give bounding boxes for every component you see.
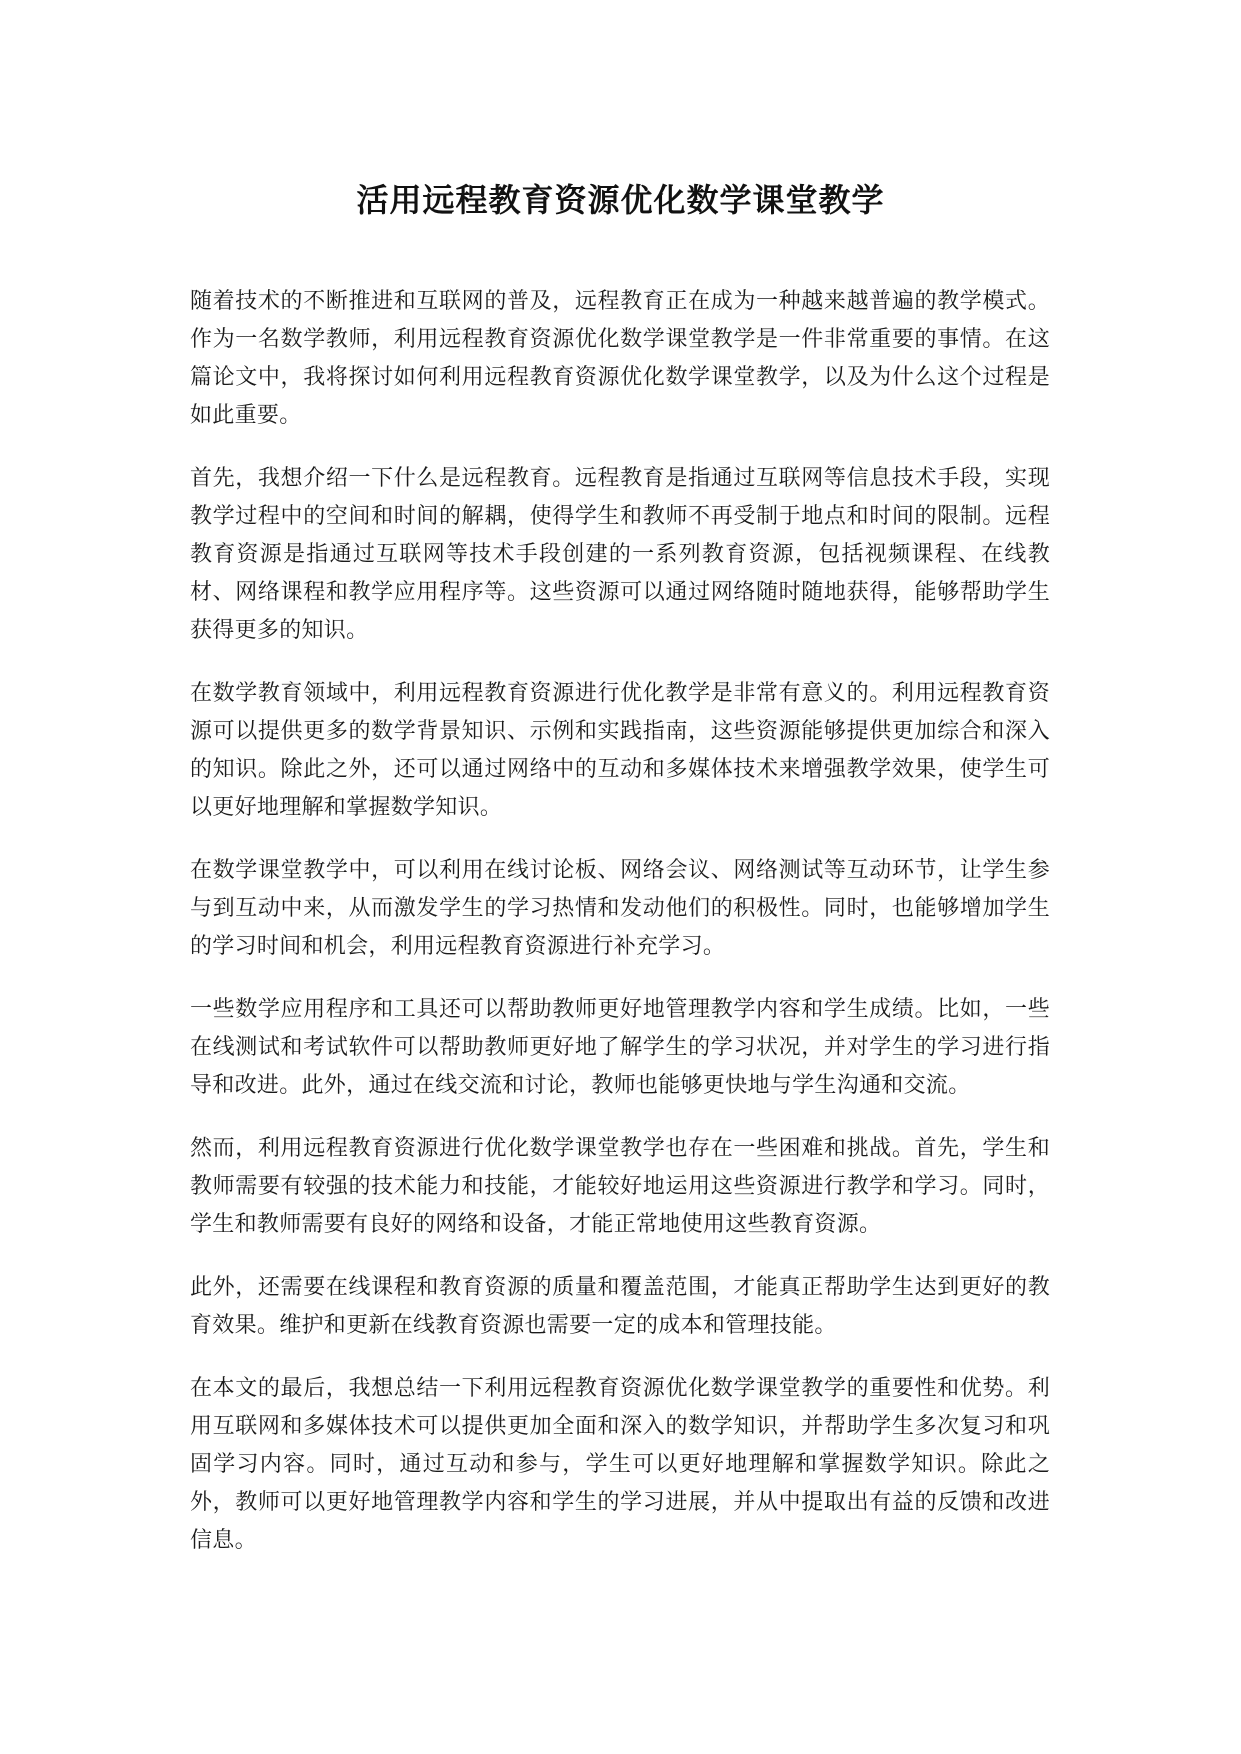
paragraph-6: 然而，利用远程教育资源进行优化数学课堂教学也存在一些困难和挑战。首先，学生和教师需要有较强的技术能力和技能，才能较好地运用这些资源进行教学和学习。同时，学生和教师需要有良好的网络和设备，才能正常地使用这些教育资源。 <box>190 1136 1050 1237</box>
document-body <box>190 283 1050 1585</box>
paragraph-1: 随着技术的不断推进和互联网的普及，远程教育正在成为一种越来越普遍的教学模式。作为一名数学教师，利用远程教育资源优化数学课堂教学是一件非常重要的事情。在这篇论文中，我将探讨如何利用远程教育资源优化数学课堂教学，以及为什么这个过程是如此重要。 <box>190 289 1050 428</box>
paragraph-4: 在数学课堂教学中，可以利用在线讨论板、网络会议、网络测试等互动环节，让学生参与到互动中来，从而激发学生的学习热情和发动他们的积极性。同时，也能够增加学生的学习时间和机会，利用远程教育资源进行补充学习。 <box>190 858 1050 959</box>
paragraph-7: 此外，还需要在线课程和教育资源的质量和覆盖范围，才能真正帮助学生达到更好的教育效果。维护和更新在线教育资源也需要一定的成本和管理技能。 <box>190 1275 1050 1338</box>
document-title: 活用远程教育资源优化数学课堂教学 <box>356 181 885 219</box>
paragraph-5: 一些数学应用程序和工具还可以帮助教师更好地管理教学内容和学生成绩。比如，一些在线测试和考试软件可以帮助教师更好地了解学生的学习状况，并对学生的学习进行指导和改进。此外，通过在线交流和讨论，教师也能够更快地与学生沟通和交流。 <box>190 997 1050 1098</box>
paragraph-8: 在本文的最后，我想总结一下利用远程教育资源优化数学课堂教学的重要性和优势。利用互联网和多媒体技术可以提供更加全面和深入的数学知识，并帮助学生多次复习和巩固学习内容。同时，通过互动和参与，学生可以更好地理解和掌握数学知识。除此之外，教师可以更好地管理教学内容和学生的学习进展，并从中提取出有益的反馈和改进信息。 <box>190 1376 1050 1553</box>
paragraph-2: 首先，我想介绍一下什么是远程教育。远程教育是指通过互联网等信息技术手段，实现教学过程中的空间和时间的解耦，使得学生和教师不再受制于地点和时间的限制。远程教育资源是指通过互联网等技术手段创建的一系列教育资源，包括视频课程、在线教材、网络课程和教学应用程序等。这些资源可以通过网络随时随地获得，能够帮助学生获得更多的知识。 <box>190 466 1050 643</box>
paragraph-3: 在数学教育领域中，利用远程教育资源进行优化教学是非常有意义的。利用远程教育资源可以提供更多的数学背景知识、示例和实践指南，这些资源能够提供更加综合和深入的知识。除此之外，还可以通过网络中的互动和多媒体技术来增强教学效果，使学生可以更好地理解和掌握数学知识。 <box>190 681 1050 820</box>
